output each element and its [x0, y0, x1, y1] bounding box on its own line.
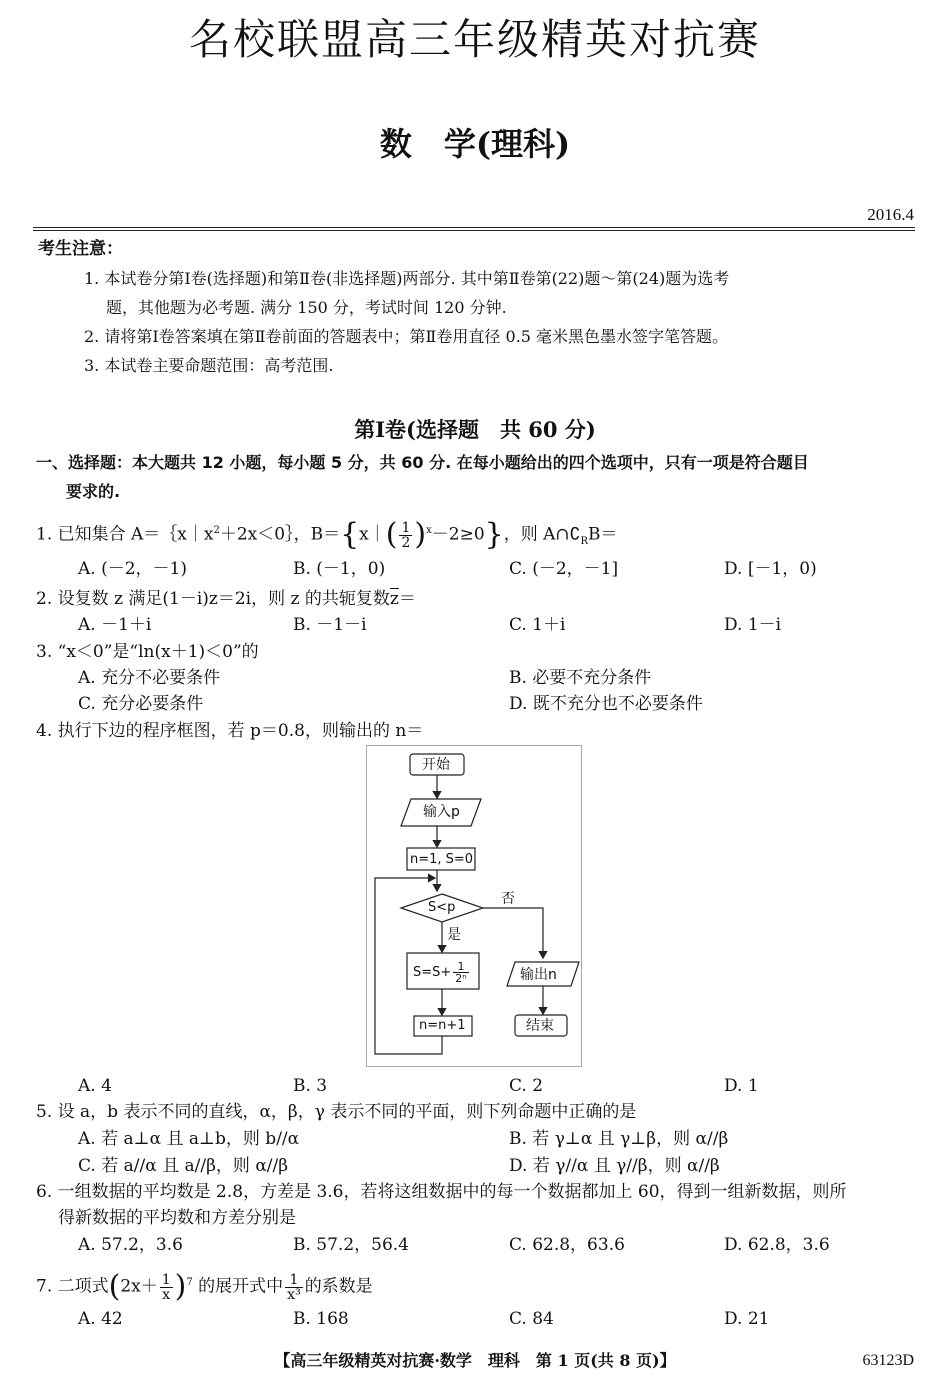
flow-start: 开始 — [422, 757, 450, 773]
question-6: 6. 一组数据的平均数是 2.8，方差是 3.6，若将这组数据中的每一个数据都加上 60，得到一组新数据，则所 — [36, 1182, 847, 1202]
fraction-one-over-x: $\frac{1}{x}$ — [161, 1271, 171, 1303]
q3-option-d[interactable]: D. 既不充分也不必要条件 — [509, 694, 703, 714]
q1-option-c[interactable]: C. (－2，－1] — [509, 559, 619, 579]
question-5: 5. 设 a，b 表示不同的直线，α，β，γ 表示不同的平面，则下列命题中正确的是 — [36, 1102, 637, 1122]
flow-output: 输出n — [520, 967, 557, 983]
section-instructions: 一、选择题：本大题共 12 小题，每小题 5 分，共 60 分. 在每小题给出的四个选项中，只有一项是符合题目 — [36, 453, 809, 472]
q2-option-b[interactable]: B. －1－i — [293, 615, 367, 635]
question-3: 3. “x＜0”是“ln(x＋1)＜0”的 — [36, 642, 259, 662]
q5-option-c[interactable]: C. 若 a//α 且 a//β，则 α//β — [78, 1156, 289, 1176]
question-4: 4. 执行下边的程序框图，若 p＝0.8，则输出的 n＝ — [36, 721, 424, 741]
q6-option-a[interactable]: A. 57.2，3.6 — [78, 1235, 183, 1255]
q6-option-d[interactable]: D. 62.8，3.6 — [724, 1235, 830, 1255]
q4-option-c[interactable]: C. 2 — [509, 1076, 544, 1096]
q7-option-a[interactable]: A. 42 — [78, 1309, 123, 1329]
exam-subject: 数 学(理科) — [379, 125, 571, 163]
q5-option-d[interactable]: D. 若 γ//α 且 γ//β，则 α//β — [509, 1156, 720, 1176]
section-instructions-cont: 要求的. — [66, 482, 121, 501]
q5-option-a[interactable]: A. 若 a⊥α 且 a⊥b，则 b//α — [78, 1129, 300, 1149]
q6-option-c[interactable]: C. 62.8，63.6 — [509, 1235, 625, 1255]
q4-option-a[interactable]: A. 4 — [78, 1076, 112, 1096]
question-2: 2. 设复数 z 满足(1－i)z＝2i，则 z 的共轭复数$\overline{z}=$ — [36, 589, 416, 609]
q1-option-b[interactable]: B. (－1，0) — [293, 559, 386, 579]
flow-end: 结束 — [526, 1018, 554, 1034]
header-rule-bottom — [33, 230, 915, 231]
q1-option-a[interactable]: A. (－2，－1) — [78, 559, 187, 579]
q1-option-d[interactable]: D. [－1，0) — [724, 559, 817, 579]
exam-title: 名校联盟高三年级精英对抗赛 — [188, 15, 761, 64]
exam-date: 2016.4 — [867, 205, 914, 224]
q2-option-c[interactable]: C. 1＋i — [509, 615, 566, 635]
q7-option-d[interactable]: D. 21 — [724, 1309, 770, 1329]
flow-increment: n=n+1 — [419, 1018, 466, 1033]
notice-item-2: 2. 请将第Ⅰ卷答案填在第Ⅱ卷前面的答题表中；第Ⅱ卷用直径 0.5 毫米黑色墨水签字笔答题。 — [84, 327, 729, 346]
footer-page-info: 【高三年级精英对抗赛·数学 理科 第 1 页(共 8 页)】 — [274, 1351, 676, 1370]
flow-condition: S<p — [428, 900, 456, 915]
flow-input: 输入p — [423, 804, 460, 820]
q7-option-c[interactable]: C. 84 — [509, 1309, 554, 1329]
question-1: 1. 已知集合 $A=\{x|x^2+2x<0\}$，B＝{x｜( $\frac{1}{2}$ )$^x$－2≥0}，则 $A\cap∁_RB=$ — [36, 517, 618, 553]
notice-item-1-cont: 题，其他题为必考题. 满分 150 分，考试时间 120 分钟. — [106, 298, 507, 317]
notice-item-3: 3. 本试卷主要命题范围：高考范围. — [84, 356, 334, 375]
q3-option-c[interactable]: C. 充分必要条件 — [78, 694, 204, 714]
footer-code: 63123D — [862, 1352, 914, 1369]
section-title: 第Ⅰ卷(选择题 共 60 分) — [354, 417, 596, 442]
q4-option-d[interactable]: D. 1 — [724, 1076, 759, 1096]
q2-option-d[interactable]: D. 1－i — [724, 615, 782, 635]
q5-option-b[interactable]: B. 若 γ⊥α 且 γ⊥β，则 α//β — [509, 1129, 729, 1149]
q4-option-b[interactable]: B. 3 — [293, 1076, 328, 1096]
q2-option-a[interactable]: A. －1＋i — [78, 615, 152, 635]
notice-heading: 考生注意： — [38, 239, 123, 259]
q3-option-a[interactable]: A. 充分不必要条件 — [78, 668, 221, 688]
question-6-cont: 得新数据的平均数和方差分别是 — [58, 1208, 296, 1228]
question-7: 7. 二项式(2x＋ $\frac{1}{x}$ )$^7$ 的展开式中 $\frac{1}{\text{x³}}$ 的系数是 — [36, 1269, 373, 1305]
header-rule-top — [33, 227, 915, 228]
q7-option-b[interactable]: B. 168 — [293, 1309, 349, 1329]
fraction-one-over-x-cubed: $\frac{1}{\text{x³}}$ — [287, 1271, 301, 1303]
fraction-half: $\frac{1}{2}$ — [401, 519, 411, 551]
flowchart — [366, 745, 582, 1067]
q6-option-b[interactable]: B. 57.2，56.4 — [293, 1235, 410, 1255]
flow-yes-label: 是 — [447, 927, 461, 943]
flow-no-label: 否 — [501, 891, 515, 907]
flow-assign: S=S+ $\frac{1}{\text{2ⁿ}}$ — [413, 960, 467, 985]
flow-init: n=1, S=0 — [410, 852, 474, 867]
notice-item-1: 1. 本试卷分第Ⅰ卷(选择题)和第Ⅱ卷(非选择题)两部分. 其中第Ⅱ卷第(22)题～第(24)题为选考 — [84, 269, 730, 288]
q3-option-b[interactable]: B. 必要不充分条件 — [509, 668, 652, 688]
